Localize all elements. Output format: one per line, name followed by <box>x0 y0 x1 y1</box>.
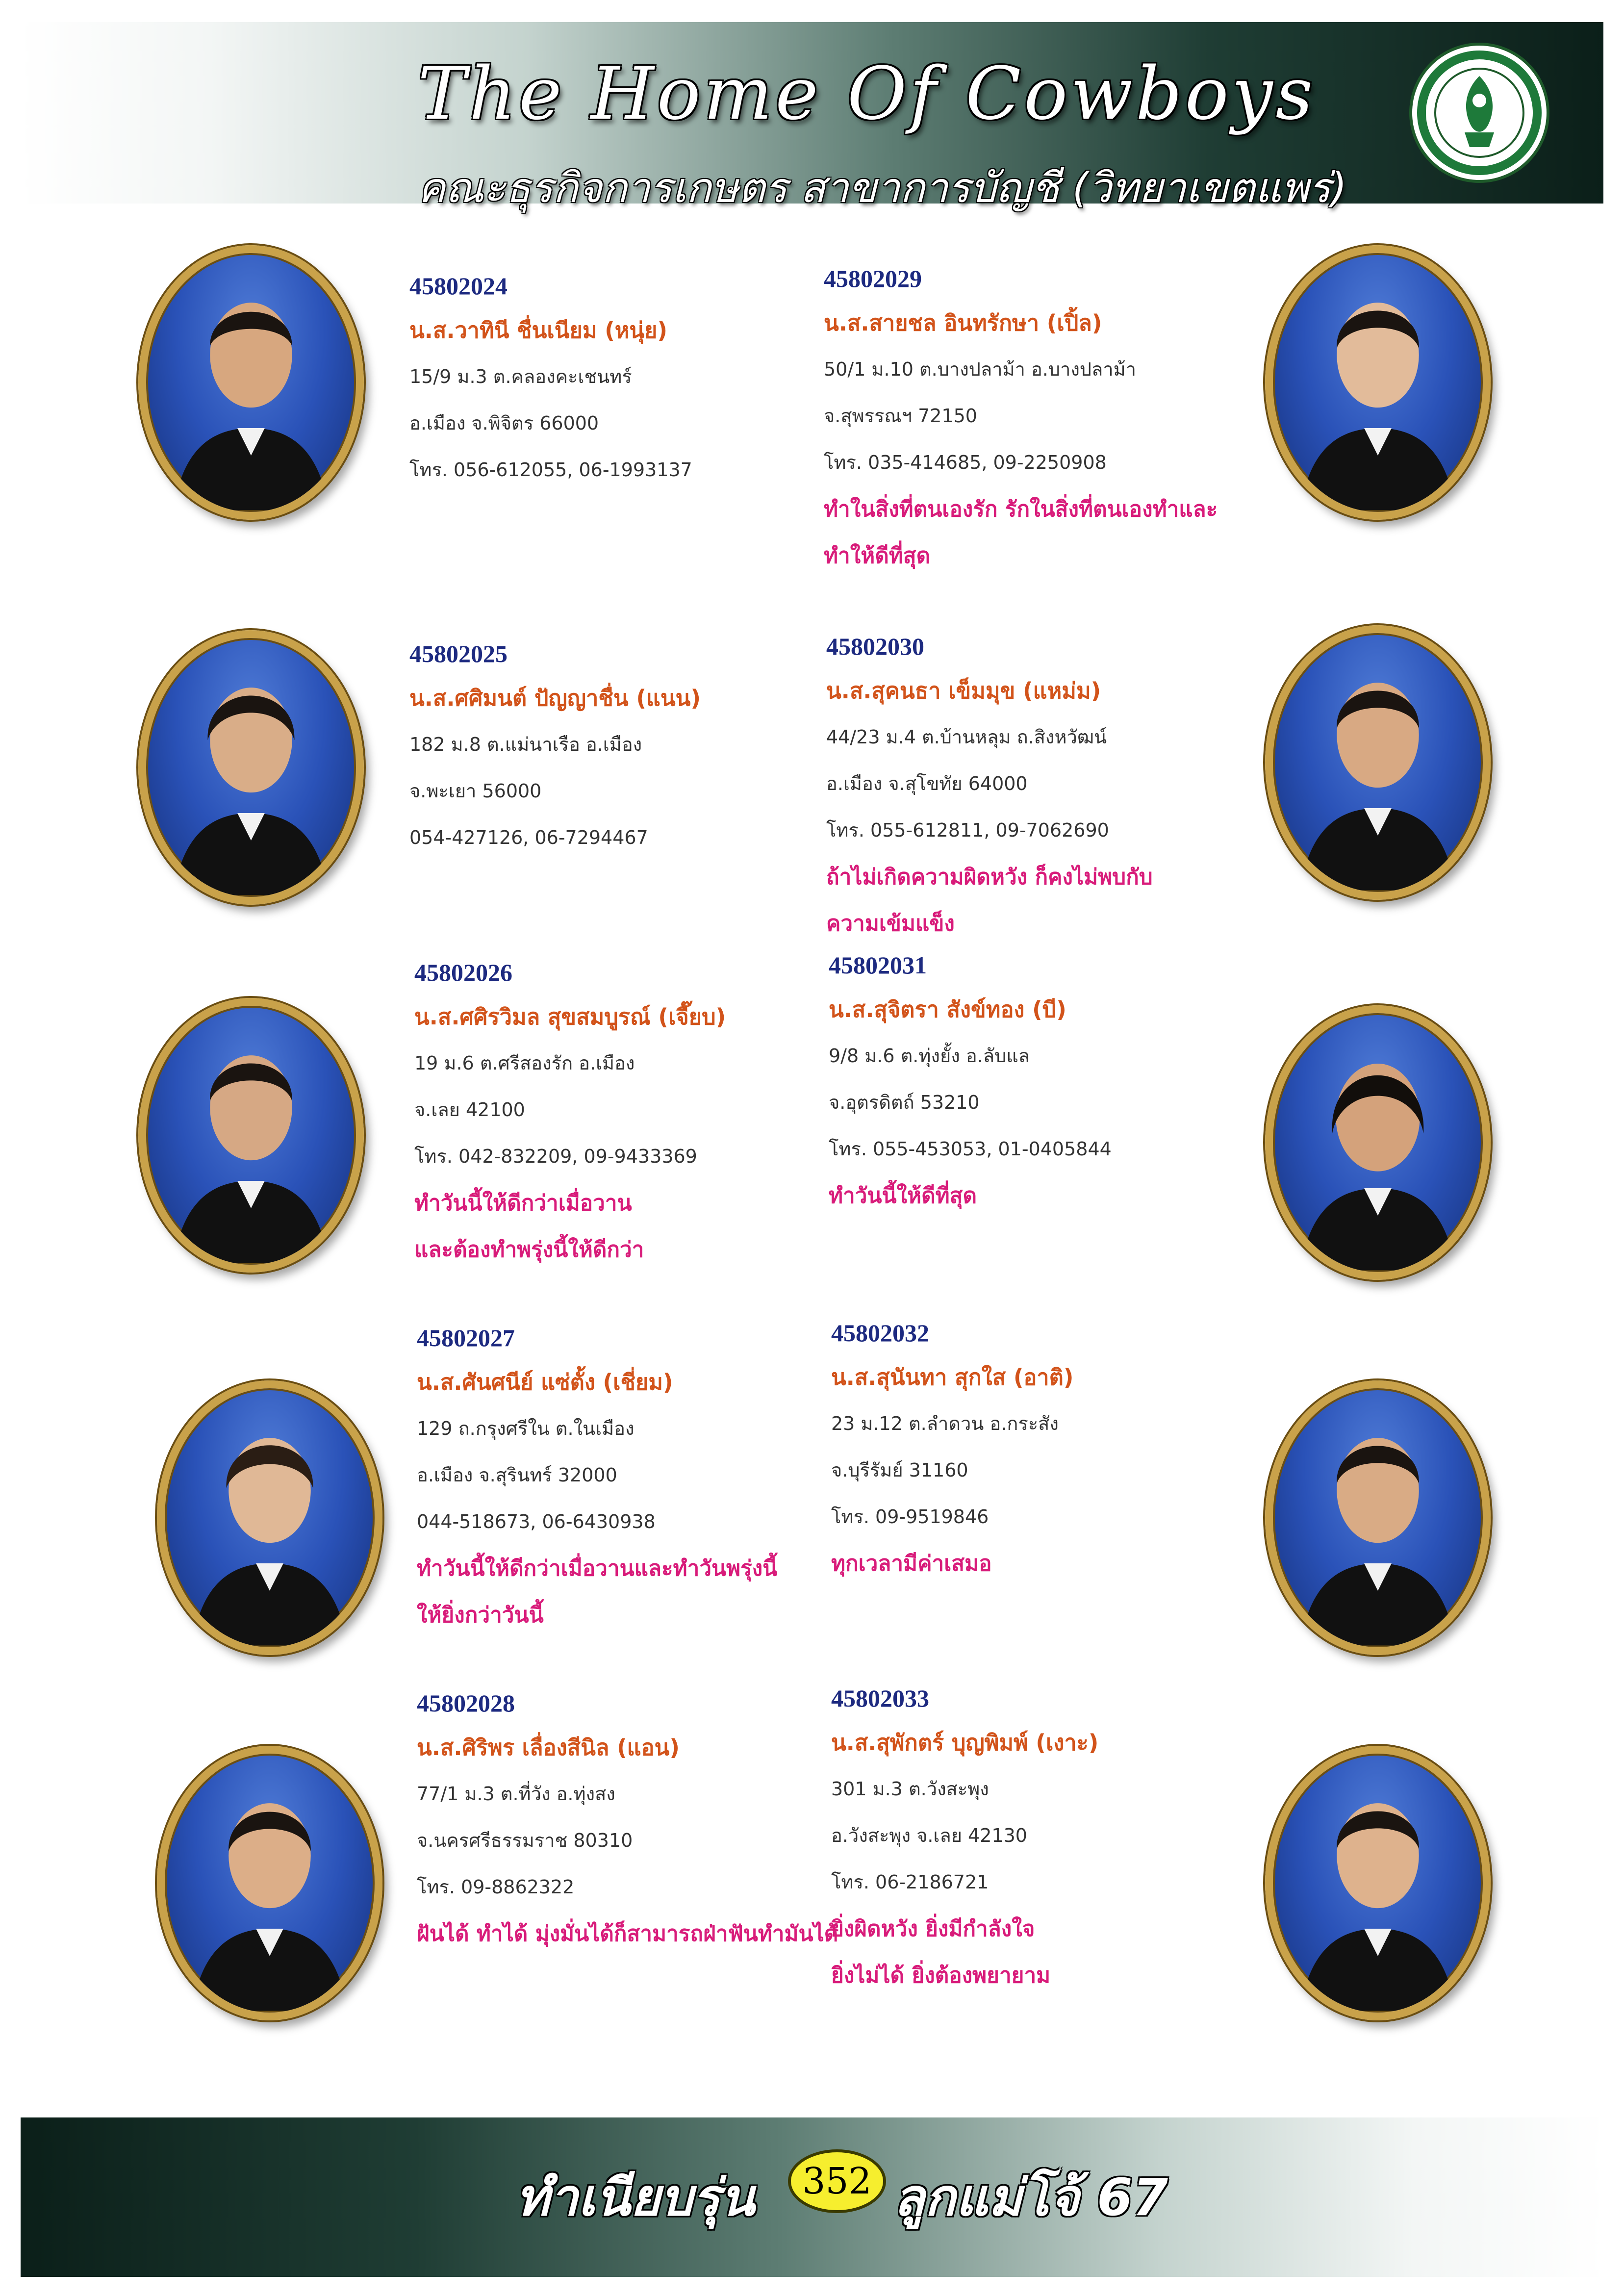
student-phone: โทร. 035-414685, 09-2250908 <box>824 452 1107 473</box>
student-address: 15/9 ม.3 ต.คลองคะเชนทร์ <box>409 366 632 387</box>
student-address: จ.อุตรดิตถ์ 53210 <box>829 1092 980 1113</box>
student-address: 301 ม.3 ต.วังสะพุง <box>831 1778 989 1800</box>
student-id: 45802026 <box>414 959 512 986</box>
student-phone: โทร. 056-612055, 06-1993137 <box>409 459 692 481</box>
student-entry <box>409 633 880 861</box>
student-phone: 054-427126, 06-7294467 <box>409 827 648 848</box>
student-address: 129 ถ.กรุงศรีใน ต.ในเมือง <box>417 1418 634 1439</box>
student-name: น.ส.สุคนธา เข็มมุข (แหม่ม) <box>826 678 1101 704</box>
portrait-photo <box>1265 245 1491 520</box>
page-footer <box>21 2117 1603 2277</box>
student-address: 50/1 ม.10 ต.บางปลาม้า อ.บางปลาม้า <box>824 358 1137 380</box>
student-address: 23 ม.12 ต.ลำดวน อ.กระสัง <box>831 1413 1059 1434</box>
student-phone: โทร. 042-832209, 09-9433369 <box>414 1146 697 1167</box>
student-address: จ.นครศรีธรรมราช 80310 <box>417 1830 633 1851</box>
student-id: 45802031 <box>829 951 927 979</box>
university-seal-icon <box>1408 42 1550 184</box>
student-phone: โทร. 055-612811, 09-7062690 <box>826 819 1109 841</box>
student-address: อ.วังสะพุง จ.เลย 42130 <box>831 1825 1027 1846</box>
student-motto: ฝันได้ ทำได้ มุ่งมั่นได้ก็สามารถฝ่าฟันทำมันได้ <box>417 1921 838 1946</box>
student-address: อ.เมือง จ.สุโขทัย 64000 <box>826 773 1028 794</box>
student-motto: ทำวันนี้ให้ดีกว่าเมื่อวานและทำวันพรุ่งนี้ <box>417 1556 778 1581</box>
student-name: น.ส.สุนันทา สุกใส (อาติ) <box>831 1364 1074 1390</box>
page-header <box>21 22 1603 212</box>
student-motto: และต้องทำพรุ่งนี้ให้ดีกว่า <box>414 1237 644 1262</box>
student-phone: โทร. 09-9519846 <box>831 1506 989 1528</box>
student-id: 45802024 <box>409 272 508 300</box>
student-id: 45802029 <box>824 265 922 292</box>
student-address: จ.เลย 42100 <box>414 1099 525 1121</box>
student-phone: 044-518673, 06-6430938 <box>417 1511 656 1532</box>
student-entry <box>414 951 885 1273</box>
student-name: น.ส.ศิริพร เลื่องสีนิล (แอน) <box>417 1734 680 1760</box>
student-address: 44/23 ม.4 ต.บ้านหลุม ถ.สิงหวัฒน์ <box>826 726 1107 748</box>
student-name: น.ส.ศันศนีย์ แซ่ตั้ง (เชี่ยม) <box>417 1369 673 1395</box>
student-address: จ.พะเยา 56000 <box>409 780 542 802</box>
student-motto: ให้ยิ่งกว่าวันนี้ <box>417 1603 544 1628</box>
student-entry <box>417 1317 888 1638</box>
student-address: 19 ม.6 ต.ศรีสองรัก อ.เมือง <box>414 1052 635 1074</box>
student-name: น.ส.สุพักตร์ บุญพิมพ์ (เงาะ) <box>831 1730 1099 1756</box>
portrait-photo <box>138 245 364 520</box>
student-entry <box>831 1312 1302 1587</box>
student-motto: ถ้าไม่เกิดความผิดหวัง ก็คงไม่พบกับ <box>826 865 1153 890</box>
page-title: The Home Of Cowboys <box>418 51 1316 136</box>
student-entry <box>417 1682 888 1957</box>
student-motto: ความเข้มแข็ง <box>826 911 955 936</box>
student-address: 182 ม.8 ต.แม่นาเรือ อ.เมือง <box>409 734 642 755</box>
student-name: น.ส.ศศิรวิมล สุขสมบูรณ์ (เจี๊ยบ) <box>414 1004 726 1030</box>
student-name: น.ส.สุจิตรา สังข์ทอง (บี) <box>829 996 1066 1022</box>
student-phone: โทร. 055-453053, 01-0405844 <box>829 1138 1112 1160</box>
student-address: จ.สุพรรณฯ 72150 <box>824 405 977 427</box>
portrait-photo <box>157 1746 382 2020</box>
portrait-photo <box>138 998 364 1273</box>
student-id: 45802025 <box>409 640 508 667</box>
footer-class-label: ลูกแม่โจ้ 67 <box>893 2168 1168 2227</box>
footer-yearbook-label: ทำเนียบรุ่น <box>516 2168 755 2227</box>
student-entry <box>829 944 1299 1219</box>
student-motto: ทำวันนี้ให้ดีที่สุด <box>829 1183 977 1208</box>
portrait-photo <box>1265 625 1491 900</box>
student-entry <box>826 625 1297 947</box>
student-address: อ.เมือง จ.พิจิตร 66000 <box>409 412 599 434</box>
student-entry <box>409 265 880 493</box>
student-address: 9/8 ม.6 ต.ทุ่งยั้ง อ.ลับแล <box>829 1045 1030 1067</box>
student-motto: ยิ่งผิดหวัง ยิ่งมีกำลังใจ <box>831 1916 1035 1941</box>
student-address: 77/1 ม.3 ต.ที่วัง อ.ทุ่งสง <box>417 1783 615 1805</box>
student-id: 45802033 <box>831 1684 929 1712</box>
student-id: 45802032 <box>831 1319 929 1347</box>
student-name: น.ส.วาทินี ชื่นเนียม (หนุ่ย) <box>409 317 668 343</box>
portrait-photo <box>157 1380 382 1655</box>
page-number-badge: 352 <box>788 2149 886 2213</box>
student-phone: โทร. 09-8862322 <box>417 1876 575 1898</box>
student-id: 45802028 <box>417 1689 515 1717</box>
student-address: อ.เมือง จ.สุรินทร์ 32000 <box>417 1464 617 1486</box>
student-address: จ.บุรีรัมย์ 31160 <box>831 1459 968 1481</box>
page-subtitle: คณะธุรกิจการเกษตร สาขาการบัญชี (วิทยาเขตแพร่) <box>418 164 1347 212</box>
student-name: น.ส.ศศิมนต์ ปัญญาชื่น (แนน) <box>409 685 701 711</box>
student-entry <box>824 257 1294 579</box>
student-id: 45802027 <box>417 1324 515 1352</box>
student-name: น.ส.สายชล อินทรักษา (เปิ้ล) <box>824 310 1102 336</box>
student-id: 45802030 <box>826 633 924 660</box>
student-motto: ทุกเวลามีค่าเสมอ <box>831 1551 992 1576</box>
student-motto: ทำให้ดีที่สุด <box>824 543 931 568</box>
student-motto: ทำในสิ่งที่ตนเองรัก รักในสิ่งที่ตนเองทำและ <box>824 497 1218 522</box>
student-motto: ทำวันนี้ให้ดีกว่าเมื่อวาน <box>414 1191 632 1216</box>
portrait-photo <box>138 630 364 905</box>
student-motto: ยิ่งไม่ได้ ยิ่งต้องพยายาม <box>831 1963 1051 1988</box>
student-entry <box>831 1677 1302 1999</box>
student-phone: โทร. 06-2186721 <box>831 1871 989 1893</box>
